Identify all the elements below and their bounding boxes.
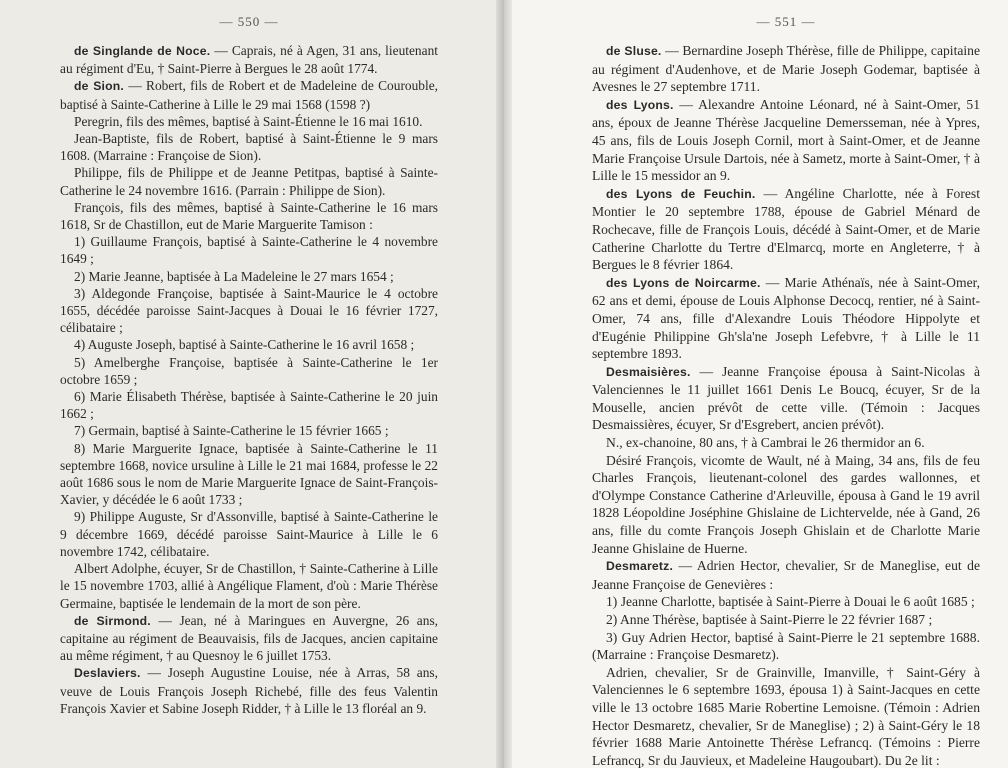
text-paragraph	[60, 560, 438, 612]
entry-text: 6) Marie Élisabeth Thérèse, baptisée à Sainte-Catherine le 20 juin 1662 ;	[60, 389, 438, 422]
entry-text: Philippe, fils de Philippe et de Jeanne Petitpas, baptisé à Sainte-Catherine le 24 novembre 1616. (Parrain : Philippe de Sion).	[60, 165, 438, 198]
text-paragraph	[60, 285, 438, 337]
entry-text: François, fils des mêmes, baptisé à Sainte-Catherine le 16 mars 1618, Sr de Chastillon, eut de Marie Marguerite Tamison :	[60, 199, 438, 233]
text-paragraph	[592, 629, 980, 664]
entry-text: 9) Philippe Auguste, Sr d'Assonville, baptisé à Sainte-Catherine le 9 décembre 1669, décédé paroisse Saint-Maurice à Lille le 6 novembre 1742, célibataire.	[60, 509, 438, 559]
text-paragraph	[60, 113, 438, 130]
text-paragraph	[592, 593, 980, 611]
entry-text: 2) Anne Thérèse, baptisée à Saint-Pierre le 22 février 1687 ;	[606, 612, 933, 627]
entry-text: — Robert, fils de Robert et de Madeleine de Courouble, baptisé à Sainte-Catherine à Lille le 29 mai 1568 (1598 ?)	[60, 78, 438, 112]
entry-heading: des Lyons.	[606, 97, 674, 112]
entry-heading: Desmaretz.	[606, 559, 674, 574]
entry-text: 5) Amelberghe Françoise, baptisée à Sainte-Catherine le 1er octobre 1659 ;	[60, 354, 438, 387]
text-paragraph	[592, 42, 980, 96]
entry-heading: des Lyons de Feuchin.	[606, 186, 756, 201]
text-paragraph	[592, 557, 980, 593]
text-paragraph	[60, 268, 438, 285]
entry-text: 4) Auguste Joseph, baptisé à Sainte-Catherine le 16 avril 1658 ;	[74, 337, 415, 353]
entry-text: — Adrien Hector, chevalier, Sr de Maneglise, eut de Jeanne Françoise de Genevières :	[592, 558, 980, 592]
text-paragraph	[60, 354, 438, 388]
entry-text: Albert Adolphe, écuyer, Sr de Chastillon, † Sainte-Catherine à Lille le 15 novembre 1703, allié à Angélique Flament, d'où : Marie Thérèse Germaine, baptisée le lendemain de la mort de son père.	[60, 561, 438, 611]
text-paragraph	[592, 611, 980, 629]
entry-text: 7) Germain, baptisé à Sainte-Catherine le 15 février 1665 ;	[74, 423, 389, 439]
text-paragraph	[592, 96, 980, 185]
text-paragraph	[60, 422, 438, 439]
text-paragraph	[592, 452, 980, 558]
book-gutter	[496, 0, 512, 768]
entry-heading: Desmaisières.	[606, 364, 691, 379]
entry-text: — Angéline Charlotte, née à Forest Montier le 20 septembre 1788, épouse de Gabriel Ménard de Rochecave, fille de François Louis, décédé à Saint-Omer, et de Marie Catherine Charlotte du Tertre d'Elmarcq, morte en Angleterre, † à Bergues le 8 février 1864.	[592, 185, 980, 273]
text-paragraph	[60, 508, 438, 560]
entry-text: — Marie Athénaïs, née à Saint-Omer, 62 ans et demi, épouse de Louis Alphonse Decocq, rentier, né à Saint-Omer, 74 ans, fille d'Alexandre Louis Théodore Hippolyte et d'Eugénie Philippine Gh'sla'ne Joseph Lefebvre, † à Lille le 11 septembre 1893.	[592, 274, 980, 362]
entry-heading: de Sluse.	[606, 44, 662, 58]
text-paragraph	[60, 42, 438, 77]
entry-text: 3) Aldegonde Françoise, baptisée à Saint-Maurice le 4 octobre 1655, décédée paroisse Saint-Jacques à Douai le 16 février 1727, célibataire ;	[60, 285, 438, 336]
entry-text: — Jeanne Françoise épousa à Saint-Nicolas à Valenciennes le 11 juillet 1661 Denis Le Boucq, écuyer, Sr de la Mouselle, ancien prévôt de cette ville. (Témoin : Jacques Desmaissières, écuyer, Sr d'Esgrebert, ancien prévôt).	[592, 363, 980, 433]
entry-text: — Caprais, né à Agen, 31 ans, lieutenant au régiment d'Eu, † Saint-Pierre à Bergues le 28 août 1774.	[60, 43, 438, 77]
text-paragraph	[592, 274, 980, 363]
entry-text: — Bernardine Joseph Thérèse, fille de Philippe, capitaine au régiment d'Audenhove, et de Marie Joseph Godemar, baptisée à Avesnes le 27 septembre 1711.	[592, 43, 980, 95]
entry-heading: Deslaviers.	[74, 666, 141, 681]
entry-text: Peregrin, fils des mêmes, baptisé à Saint-Étienne le 16 mai 1610.	[74, 113, 423, 129]
entry-heading: de Sirmond.	[74, 613, 151, 628]
entry-text: — Joseph Augustine Louise, née à Arras, 58 ans, veuve de Louis François Joseph Richebé, fille des feus Valentin François Xavier et Sabine Joseph Ridder, † à Lille le 13 floréal an 9.	[60, 665, 438, 716]
entry-heading: des Lyons de Noircarme.	[606, 275, 761, 290]
text-paragraph	[592, 363, 980, 434]
text-paragraph	[60, 664, 438, 717]
entry-text: 1) Jeanne Charlotte, baptisée à Saint-Pierre à Douai le 6 août 1685 ;	[606, 594, 975, 610]
entry-text: — Jean, né à Maringues en Auvergne, 26 ans, capitaine au régiment de Beauvaisis, fils de Jacques, ancien capitaine au même régiment, † au Quesnoy le 6 juillet 1753.	[60, 612, 438, 664]
text-paragraph	[60, 440, 438, 509]
text-paragraph	[60, 388, 438, 422]
text-paragraph	[60, 199, 438, 233]
page-number-left: — 550 —	[219, 14, 279, 29]
entry-text: 3) Guy Adrien Hector, baptisé à Saint-Pierre le 21 septembre 1688. (Marraine : Françoise Desmaretz).	[592, 629, 980, 663]
entry-text: 1) Guillaume François, baptisé à Sainte-Catherine le 4 novembre 1649 ;	[60, 234, 438, 267]
text-paragraph	[60, 164, 438, 198]
entry-text: — Alexandre Antoine Léonard, né à Saint-Omer, 51 ans, époux de Jeanne Thérèse Jacqueline Demersseman, née à Ypres, 45 ans, fils de Louis Joseph Cornil, mort à Saint-Omer, et de Jeanne Marie Françoise Ursule Dartois, née à Sametz, morte à Saint-Omer, † à Lille le 15 messidor an 9.	[592, 96, 980, 184]
left-page-text	[60, 42, 438, 717]
entry-text: N., ex-chanoine, 80 ans, † à Cambrai le 26 thermidor an 6.	[606, 435, 925, 451]
text-paragraph	[60, 233, 438, 267]
entry-text: Désiré François, vicomte de Wault, né à Maing, 34 ans, fils de feu Charles François, lieutenant-colonel des gardes wallonnes, et d'Olympe Constance Catherine d'Arleuville, épousa à Gand le 19 avril 1828 Léopoldine Joséphine Ghislaine de Lichtervelde, née à Gand, 26 ans, fille du comte François Joseph Ghislain et de Charlotte Marie Jeanne Ghislaine de Huerne.	[592, 452, 980, 556]
text-paragraph	[60, 612, 438, 665]
text-paragraph	[60, 77, 438, 112]
right-page	[504, 0, 1008, 768]
entry-text: Adrien, chevalier, Sr de Grainville, Imanville, † Saint-Géry à Valenciennes le 6 septembre 1693, épousa 1) à Saint-Jacques en cette ville le 13 octobre 1685 Marie Robertine Lemoisne. (Témoin : Adrien Hector Desmaretz, chevalier, Sr de Maneglise) ; 2) à Saint-Géry le 18 février 1688 Marie Antoinette Thérèse Lefrancq. (Témoins : Pierre Lefrancq, Sr du Jauvieux, et Madeleine Haugoubart). Du 2e lit :	[592, 664, 980, 768]
text-paragraph	[60, 336, 438, 353]
right-page-text	[592, 42, 980, 768]
page-number-right: — 551 —	[756, 14, 816, 29]
entry-heading: de Sion.	[74, 79, 124, 94]
text-paragraph	[592, 434, 980, 452]
text-paragraph	[592, 185, 980, 274]
entry-text: 2) Marie Jeanne, baptisée à La Madeleine le 27 mars 1654 ;	[74, 268, 394, 284]
text-paragraph	[592, 664, 980, 768]
text-paragraph	[60, 130, 438, 164]
entry-text: Jean-Baptiste, fils de Robert, baptisé à Saint-Étienne le 9 mars 1608. (Marraine : Françoise de Sion).	[60, 131, 438, 164]
entry-heading: de Singlande de Noce.	[74, 44, 211, 58]
entry-text: 8) Marie Marguerite Ignace, baptisée à Sainte-Catherine le 11 septembre 1668, novice ursuline à Lille le 21 mai 1684, professe le 22 août 1686 sous le nom de Marie Marguerite Ignace de Saint-François-Xavier, y décédée le 6 août 1733 ;	[60, 440, 438, 508]
